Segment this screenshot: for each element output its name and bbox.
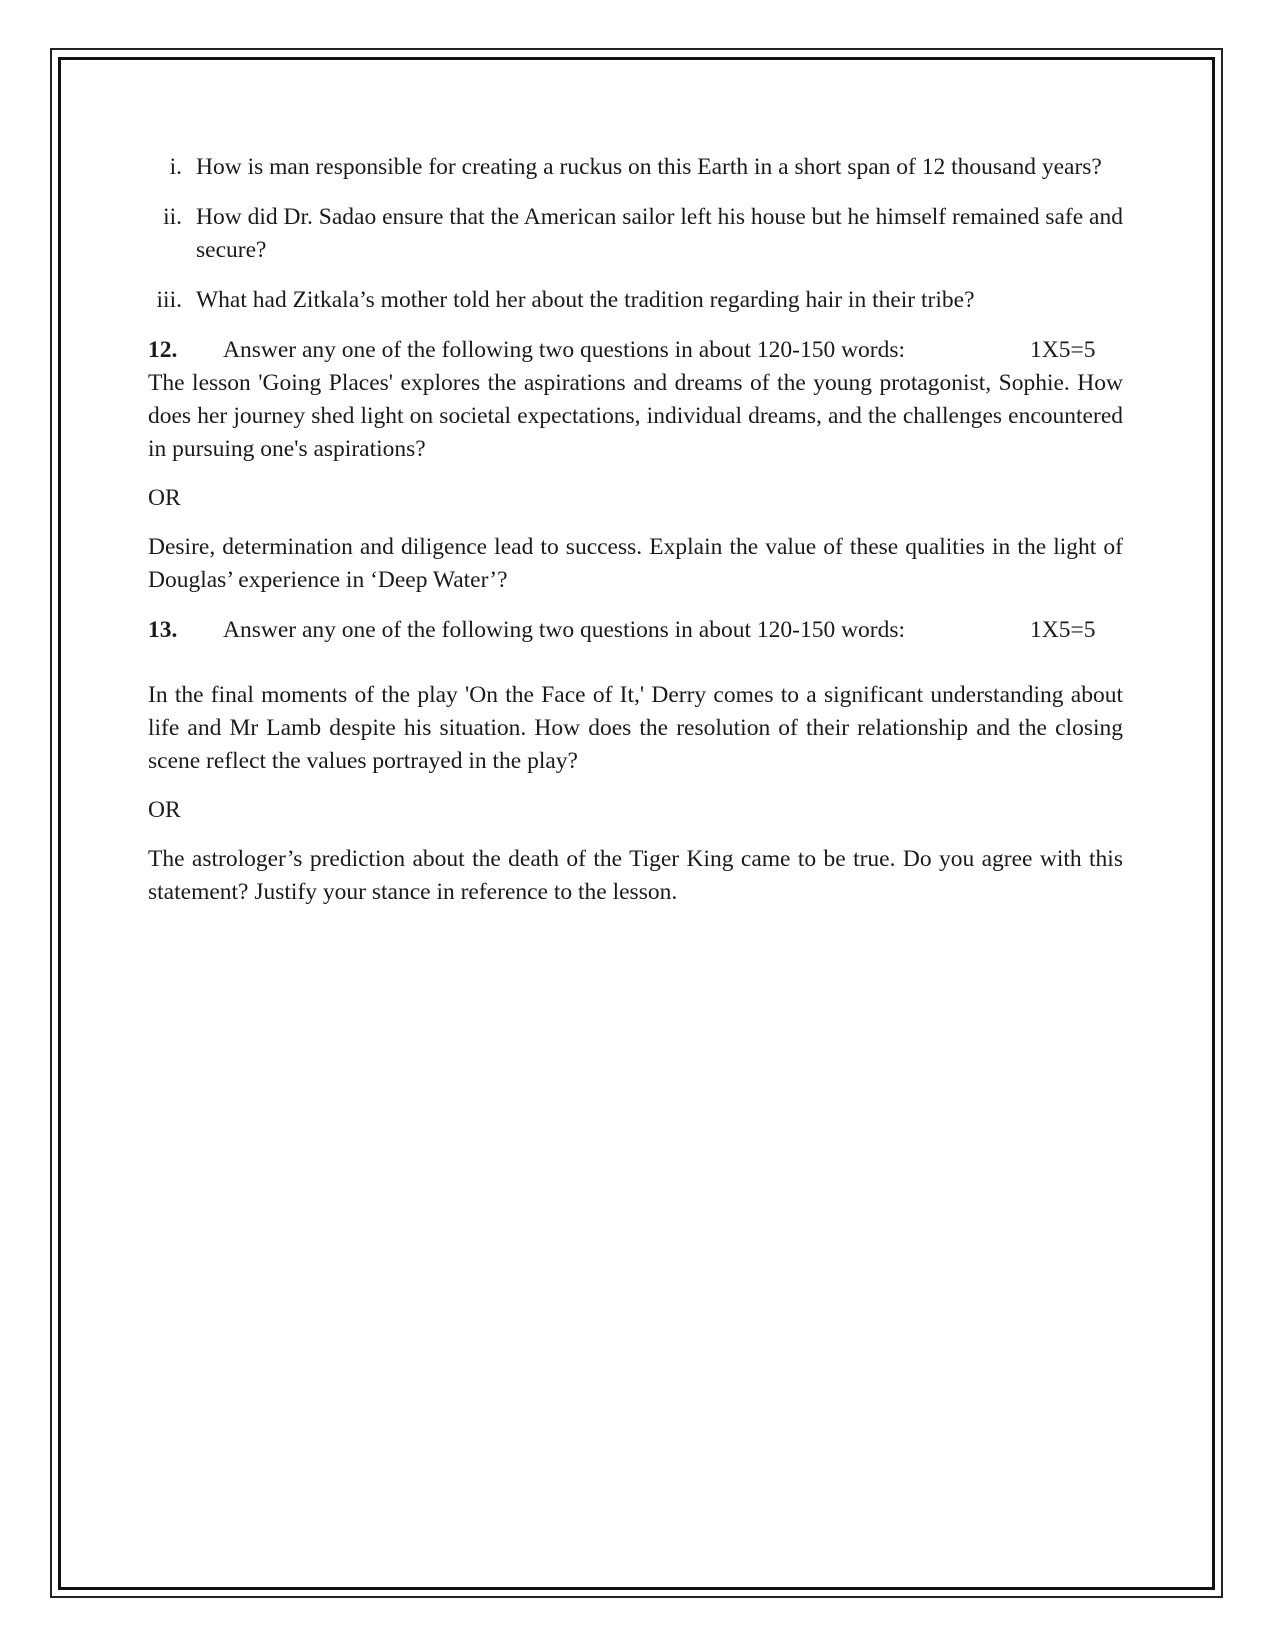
question-option-a: In the final moments of the play 'On the Face of It,' Derry comes to a significant understanding about life and Mr Lamb despite his situation. How does the resolution of their relationship and the closing scene reflect the values portrayed in the play? (148, 682, 1123, 774)
sub-question-text: What had Zitkala’s mother told her about the tradition regarding hair in their tribe? (196, 287, 975, 313)
question-marks: 1X5=5 (1030, 337, 1096, 363)
question-13 (148, 614, 1123, 909)
sub-question-3 (148, 284, 1123, 317)
question-number: 13. (148, 617, 178, 643)
sub-question-1 (148, 151, 1123, 184)
exam-content (148, 151, 1123, 909)
question-number: 12. (148, 337, 178, 363)
sub-question-text: How did Dr. Sadao ensure that the American sailor left his house but he himself remained safe and secure? (196, 204, 1123, 263)
question-option-b: Desire, determination and diligence lead to success. Explain the value of these qualities in the light of Douglas’ experience in ‘Deep Water’? (148, 534, 1123, 593)
sub-question-text: How is man responsible for creating a ruckus on this Earth in a short span of 12 thousand years? (196, 154, 1102, 180)
sub-question-2 (148, 201, 1123, 267)
or-separator: OR (148, 485, 181, 511)
question-option-b: The astrologer’s prediction about the death of the Tiger King came to be true. Do you agree with this statement? Justify your stance in reference to the lesson. (148, 846, 1123, 905)
sub-question-number: iii. (156, 287, 182, 313)
question-13-header (148, 614, 1123, 647)
sub-question-number: ii. (163, 204, 182, 230)
question-instruction: Answer any one of the following two questions in about 120-150 words: (223, 337, 906, 363)
question-12 (148, 334, 1123, 597)
question-option-a: The lesson 'Going Places' explores the aspirations and dreams of the young protagonist, Sophie. How does her journey shed light on societal expectations, individual dreams, and the challenges encountered in pursuing one's aspirations? (148, 370, 1123, 462)
question-marks: 1X5=5 (1030, 617, 1096, 643)
question-12-header (148, 334, 1123, 367)
sub-question-number: i. (169, 154, 182, 180)
or-separator: OR (148, 797, 181, 823)
question-instruction: Answer any one of the following two questions in about 120-150 words: (223, 617, 906, 643)
